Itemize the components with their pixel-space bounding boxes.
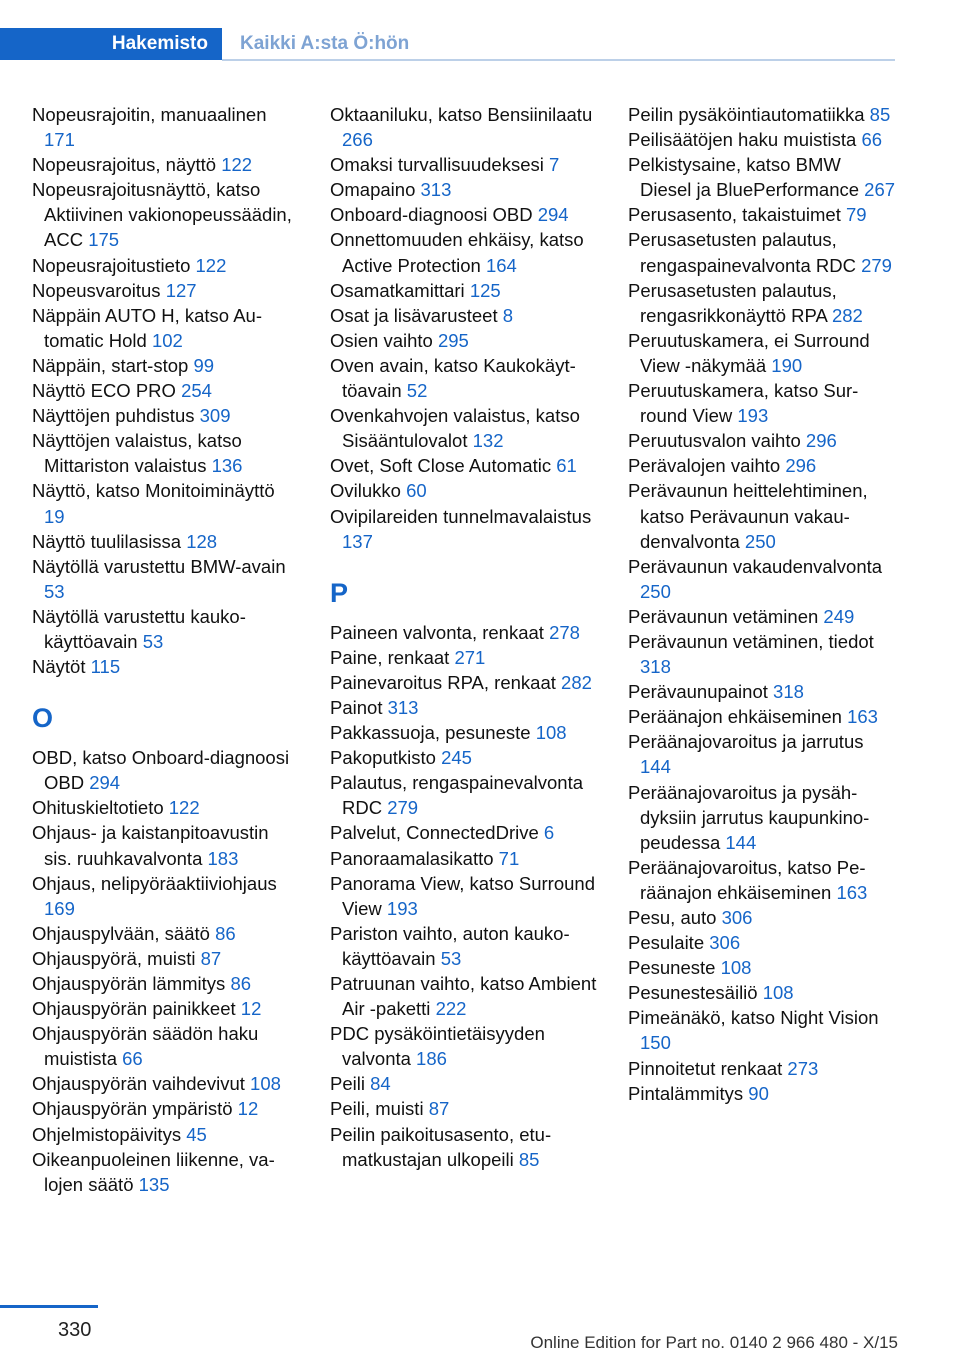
entry-text: OBD, katso Onboard-diagnoosi OBD bbox=[32, 747, 290, 794]
page-link[interactable]: 254 bbox=[181, 380, 212, 402]
page-link[interactable]: 279 bbox=[861, 254, 892, 276]
index-column-2 bbox=[330, 102, 598, 1172]
page-link[interactable]: 282 bbox=[561, 671, 592, 693]
entry-text: Näppäin, start-stop bbox=[32, 354, 189, 376]
page-link[interactable]: 85 bbox=[518, 1148, 540, 1170]
entry-text: Pelkistysaine, katso BMW Diesel ja BluePerformance bbox=[628, 154, 860, 201]
entry-text: Ovet, Soft Close Automatic bbox=[330, 455, 552, 477]
page-link[interactable]: 66 bbox=[122, 1048, 143, 1070]
index-entry bbox=[628, 202, 896, 227]
page-link[interactable]: 122 bbox=[168, 797, 200, 819]
page-link[interactable]: 279 bbox=[387, 797, 419, 819]
entry-text: Oven avain, katso Kaukokäyttöavain bbox=[330, 354, 576, 402]
entry-text: Perävaunupainot bbox=[628, 681, 768, 703]
entry-text: Onboard-diagnoosi OBD bbox=[330, 204, 533, 226]
entry-text: Näyttö ECO PRO bbox=[32, 380, 176, 402]
page-link[interactable]: 313 bbox=[420, 179, 452, 201]
index-entry bbox=[32, 946, 300, 971]
entry-text: Pinnoitetut renkaat bbox=[628, 1057, 783, 1079]
entry-text: Pesuneste bbox=[628, 957, 716, 979]
entry-text: Ohjauspyörän ympäristö bbox=[32, 1098, 233, 1120]
page-link[interactable]: 278 bbox=[549, 621, 580, 643]
page-link[interactable]: 282 bbox=[831, 304, 863, 326]
entry-text: Onnettomuuden ehkäisy, katso Active Protection bbox=[330, 229, 584, 276]
index-entry bbox=[32, 996, 300, 1021]
index-entry bbox=[628, 1005, 896, 1055]
index-entry bbox=[330, 1096, 598, 1121]
index-entry bbox=[330, 620, 598, 645]
page-link[interactable]: 183 bbox=[207, 847, 239, 869]
entry-text: Pesu, auto bbox=[628, 907, 717, 928]
entry-text: Pimeänäkö, katso Night Vision bbox=[628, 1007, 879, 1029]
index-entry bbox=[32, 921, 300, 946]
entry-text: Nopeusrajoitusnäyttö, katso Aktiivinen vakionopeussäädin, ACC bbox=[32, 179, 292, 251]
entry-text: Ohituskieltotieto bbox=[32, 797, 164, 819]
page-link[interactable]: 309 bbox=[199, 405, 231, 427]
index-entry bbox=[330, 745, 598, 770]
page-link[interactable]: 61 bbox=[556, 455, 577, 477]
page-link[interactable]: 53 bbox=[44, 580, 65, 602]
entry-text: Perävaunun heittelehtiminen, katso Perävaunun vakaudenvalvonta bbox=[628, 480, 868, 552]
entry-text: Oktaaniluku, katso Bensiinilaatu bbox=[330, 104, 593, 125]
page-link[interactable]: 318 bbox=[773, 681, 804, 703]
entry-text: Ohjauspylvään, säätö bbox=[32, 922, 210, 944]
index-entry bbox=[330, 177, 598, 202]
index-entry bbox=[330, 504, 598, 554]
index-entry bbox=[32, 278, 300, 303]
entry-text: Panorama View, katso Surround View bbox=[330, 872, 595, 919]
entry-text: Perusasetusten palautus, rengasrikkonäyttö RPA bbox=[628, 279, 837, 326]
page-link[interactable]: 115 bbox=[90, 656, 121, 678]
entry-text: Osat ja lisävarusteet bbox=[330, 304, 498, 326]
page-link[interactable]: 222 bbox=[435, 998, 467, 1020]
entry-text: Pariston vaihto, auton kaukokäyttöavain bbox=[330, 922, 570, 969]
index-entry bbox=[32, 745, 300, 795]
edition-note: Online Edition for Part no. 0140 2 966 480 - X/15 bbox=[530, 1333, 898, 1352]
page-link[interactable]: 6 bbox=[543, 822, 555, 844]
index-entry bbox=[628, 127, 896, 152]
index-entry bbox=[628, 855, 896, 905]
entry-text: Peili bbox=[330, 1073, 365, 1095]
index-entry bbox=[330, 871, 598, 921]
index-entry bbox=[330, 770, 598, 820]
section-letter: O bbox=[32, 703, 54, 734]
entry-text: Ohjauspyörän vaihdevivut bbox=[32, 1073, 245, 1095]
page-link[interactable]: 8 bbox=[502, 304, 514, 326]
entry-text: Ovenkahvojen valaistus, katso Sisääntulovalot bbox=[330, 405, 580, 452]
entry-text: Ohjauspyörä, muisti bbox=[32, 947, 196, 969]
entry-text: Paine, renkaat bbox=[330, 646, 450, 668]
page-link[interactable]: 7 bbox=[549, 154, 560, 176]
index-entry bbox=[330, 202, 598, 227]
entry-text: PDC pysäköintietäisyyden valvonta bbox=[330, 1023, 545, 1070]
index-entry bbox=[32, 871, 300, 921]
index-entry bbox=[628, 227, 896, 277]
index-entry bbox=[32, 654, 300, 679]
index-entry bbox=[330, 152, 598, 177]
index-entry bbox=[32, 378, 300, 403]
index-entry bbox=[330, 971, 598, 1021]
page-link[interactable]: 122 bbox=[221, 154, 253, 176]
page-link[interactable]: 108 bbox=[762, 982, 794, 1004]
entry-text: Peilisäätöjen haku muistista bbox=[628, 129, 857, 151]
entry-text: Ohjauspyörän painikkeet bbox=[32, 998, 236, 1020]
page-link[interactable]: 87 bbox=[200, 947, 222, 969]
entry-text: Pakkassuoja, pesuneste bbox=[330, 722, 531, 744]
page-link[interactable]: 79 bbox=[846, 204, 867, 226]
entry-text: Osamatkamittari bbox=[330, 279, 465, 301]
index-entry bbox=[628, 704, 896, 729]
tab-index[interactable]: Hakemisto bbox=[0, 28, 222, 60]
page-link[interactable]: 266 bbox=[342, 129, 373, 151]
entry-text: Nopeusrajoitustieto bbox=[32, 254, 191, 276]
index-entry bbox=[32, 1147, 300, 1197]
index-entry bbox=[330, 353, 598, 403]
entry-text: Pesunestesäiliö bbox=[628, 982, 758, 1004]
page-number: 330 bbox=[58, 1319, 92, 1341]
entry-text: Peruutusvalon vaihto bbox=[628, 430, 801, 452]
index-entry bbox=[330, 102, 598, 152]
entry-text: Näytöllä varustettu BMW-avain bbox=[32, 555, 286, 577]
entry-text: Nopeusvaroitus bbox=[32, 279, 161, 301]
entry-text: Perävaunun vetäminen, tiedot bbox=[628, 630, 874, 652]
entry-text: Perusasetusten palautus, rengaspainevalvonta RDC bbox=[628, 229, 856, 276]
tab-bar bbox=[0, 28, 895, 62]
page-link[interactable]: 144 bbox=[725, 831, 757, 853]
index-entry bbox=[628, 428, 896, 453]
entry-text: Ohjelmistopäivitys bbox=[32, 1123, 182, 1145]
index-entry bbox=[32, 102, 300, 152]
page-link[interactable]: 132 bbox=[472, 430, 504, 452]
page-link[interactable]: 250 bbox=[640, 580, 671, 602]
tab-a-to-z[interactable]: Kaikki A:sta Ö:hön bbox=[240, 33, 410, 54]
entry-text: Palvelut, ConnectedDrive bbox=[330, 822, 539, 844]
page-link[interactable]: 190 bbox=[771, 354, 803, 376]
page-link[interactable]: 294 bbox=[537, 204, 569, 226]
index-column-3 bbox=[628, 102, 896, 1106]
index-entry bbox=[330, 695, 598, 720]
index-entry bbox=[330, 453, 598, 478]
index-entry bbox=[628, 278, 896, 328]
index-entry bbox=[628, 780, 896, 855]
entry-text: Osien vaihto bbox=[330, 329, 433, 351]
page-link[interactable]: 19 bbox=[44, 505, 65, 527]
entry-text: Paineen valvonta, renkaat bbox=[330, 621, 544, 643]
index-entry bbox=[32, 152, 300, 177]
page-link[interactable]: 86 bbox=[230, 973, 252, 994]
index-entry bbox=[330, 303, 598, 328]
entry-text: Panoraamalasikatto bbox=[330, 847, 494, 869]
entry-text: Peilin pysäköintiautomatiikka bbox=[628, 104, 865, 125]
entry-text: Omapaino bbox=[330, 179, 416, 201]
entry-text: Näyttö tuulilasissa bbox=[32, 530, 182, 552]
index-entry bbox=[32, 529, 300, 554]
entry-text: Ohjaus- ja kaistanpitoavustin sis. ruuhkavalvonta bbox=[32, 822, 269, 869]
entry-text: Peräänajon ehkäiseminen bbox=[628, 706, 842, 728]
section-letter: P bbox=[330, 577, 349, 608]
index-entry bbox=[32, 403, 300, 428]
index-entry bbox=[32, 1021, 300, 1071]
index-entry bbox=[628, 729, 896, 779]
index-entry bbox=[330, 645, 598, 670]
index-entry bbox=[32, 554, 300, 604]
entry-text: Näyttö, katso Monitoiminäyttö bbox=[32, 480, 275, 502]
page-link[interactable]: 306 bbox=[721, 907, 753, 928]
entry-text: Painevaroitus RPA, renkaat bbox=[330, 671, 556, 693]
index-entry bbox=[32, 604, 300, 654]
page-link[interactable]: 306 bbox=[709, 932, 741, 954]
page-link[interactable]: 84 bbox=[370, 1073, 391, 1095]
entry-text: Nopeusrajoitus, näyttö bbox=[32, 154, 217, 176]
page-link[interactable]: 86 bbox=[215, 922, 236, 944]
page-link[interactable]: 193 bbox=[737, 405, 769, 427]
page-link[interactable]: 193 bbox=[386, 897, 418, 919]
index-entry bbox=[330, 328, 598, 353]
tab-underline bbox=[222, 59, 895, 61]
index-entry bbox=[628, 679, 896, 704]
index-entry bbox=[628, 1056, 896, 1081]
page-link[interactable]: 267 bbox=[864, 179, 896, 201]
page-link[interactable]: 164 bbox=[485, 254, 517, 276]
index-entry bbox=[32, 1122, 300, 1147]
index-entry bbox=[330, 1071, 598, 1096]
index-entry bbox=[628, 554, 896, 604]
index-entry bbox=[330, 820, 598, 845]
entry-text: Peruutuskamera, katso Surround View bbox=[628, 380, 859, 427]
entry-text: Nopeusrajoitin, manuaalinen bbox=[32, 104, 267, 125]
entry-text: Omaksi turvallisuudeksesi bbox=[330, 154, 544, 176]
footer-rule bbox=[0, 1305, 98, 1308]
index-entry bbox=[32, 820, 300, 870]
index-entry bbox=[628, 328, 896, 378]
page-link[interactable]: 273 bbox=[787, 1057, 819, 1079]
page-link[interactable]: 136 bbox=[211, 455, 243, 477]
page-link[interactable]: 186 bbox=[416, 1048, 447, 1070]
entry-text: Näytöllä varustettu kaukokäyttöavain bbox=[32, 605, 246, 652]
entry-text: Peili, muisti bbox=[330, 1098, 424, 1120]
index-entry bbox=[628, 378, 896, 428]
index-column-1 bbox=[32, 102, 300, 1197]
page-link[interactable]: 90 bbox=[748, 1082, 769, 1104]
page-link[interactable]: 144 bbox=[640, 756, 671, 778]
index-entry bbox=[32, 1071, 300, 1096]
index-entry bbox=[628, 478, 896, 553]
page-link[interactable]: 108 bbox=[720, 957, 752, 979]
index-entry bbox=[628, 930, 896, 955]
index-entry bbox=[628, 453, 896, 478]
entry-text: Peräänajovaroitus ja pysähdyksiin jarrutus kaupunkinopeudessa bbox=[628, 781, 870, 853]
page-link[interactable]: 108 bbox=[535, 722, 567, 744]
entry-text: Ohjauspyörän säädön haku muistista bbox=[32, 1023, 259, 1070]
index-entry bbox=[32, 353, 300, 378]
entry-text: Ovilukko bbox=[330, 480, 401, 502]
page-link[interactable]: 12 bbox=[237, 1098, 259, 1120]
page-link[interactable]: 53 bbox=[142, 630, 164, 652]
entry-text: Ovipilareiden tunnelmavalaistus bbox=[330, 505, 592, 527]
index-entry bbox=[628, 1081, 896, 1106]
page-link[interactable]: 125 bbox=[469, 279, 501, 301]
index-entry bbox=[330, 478, 598, 503]
entry-text: Perävaunun vakaudenvalvonta bbox=[628, 555, 883, 577]
entry-text: Oikeanpuoleinen liikenne, valojen säätö bbox=[32, 1148, 275, 1195]
entry-text: Painot bbox=[330, 696, 383, 718]
entry-text: Perävalojen vaihto bbox=[628, 455, 781, 477]
index-entry bbox=[330, 720, 598, 745]
page-link[interactable]: 53 bbox=[440, 947, 462, 969]
page-link[interactable]: 135 bbox=[138, 1173, 170, 1195]
page-link[interactable]: 122 bbox=[195, 254, 227, 276]
entry-text: Ohjaus, nelipyöräaktiiviohjaus bbox=[32, 872, 277, 894]
page-link[interactable]: 128 bbox=[186, 530, 218, 552]
entry-text: Näyttöjen puhdistus bbox=[32, 405, 195, 427]
page-link[interactable]: 163 bbox=[836, 881, 868, 903]
index-entry bbox=[32, 971, 300, 996]
page-link[interactable]: 85 bbox=[869, 104, 891, 125]
page-link[interactable]: 318 bbox=[640, 656, 671, 678]
index-entry bbox=[330, 921, 598, 971]
page-link[interactable]: 271 bbox=[454, 646, 486, 668]
index-entry bbox=[330, 1021, 598, 1071]
page-link[interactable]: 296 bbox=[805, 430, 837, 452]
index-entry bbox=[628, 980, 896, 1005]
index-entry bbox=[32, 478, 300, 528]
page-link[interactable]: 127 bbox=[165, 279, 197, 301]
page-link[interactable]: 71 bbox=[498, 847, 520, 869]
page-link[interactable]: 87 bbox=[428, 1098, 450, 1120]
page-link[interactable]: 294 bbox=[89, 772, 121, 794]
page-link[interactable]: 45 bbox=[186, 1123, 207, 1145]
entry-text: Palautus, rengaspainevalvonta RDC bbox=[330, 772, 584, 819]
entry-text: Peilin paikoitusasento, etumatkustajan ulkopeili bbox=[330, 1123, 552, 1170]
index-entry bbox=[32, 795, 300, 820]
index-entry bbox=[330, 278, 598, 303]
page-link[interactable]: 60 bbox=[406, 480, 427, 502]
page-link[interactable]: 250 bbox=[744, 530, 776, 552]
page-link[interactable]: 169 bbox=[44, 897, 75, 919]
page-link[interactable]: 296 bbox=[785, 455, 817, 477]
page-link[interactable]: 249 bbox=[823, 605, 855, 627]
page-link[interactable]: 295 bbox=[437, 329, 469, 351]
index-entry bbox=[32, 428, 300, 478]
page-link[interactable]: 66 bbox=[861, 129, 883, 151]
entry-text: Peräänajovaroitus, katso Peräänajon ehkäiseminen bbox=[628, 856, 866, 903]
entry-text: Patruunan vaihto, katso Ambient Air -paketti bbox=[330, 973, 597, 1020]
page-link[interactable]: 313 bbox=[387, 696, 419, 718]
entry-text: Näyttöjen valaistus, katso Mittariston valaistus bbox=[32, 430, 242, 477]
index-entry bbox=[628, 905, 896, 930]
index-entry bbox=[330, 1122, 598, 1172]
page-link[interactable]: 108 bbox=[250, 1073, 281, 1095]
entry-text: Pakoputkisto bbox=[330, 747, 436, 769]
index-entry bbox=[330, 227, 598, 277]
page-link[interactable]: 245 bbox=[441, 747, 472, 769]
index-entry bbox=[330, 670, 598, 695]
page-link[interactable]: 99 bbox=[193, 354, 215, 376]
page-link[interactable]: 163 bbox=[847, 706, 878, 728]
entry-text: Perävaunun vetäminen bbox=[628, 605, 819, 627]
index-entry bbox=[330, 403, 598, 453]
entry-text: Perusasento, takaistuimet bbox=[628, 204, 841, 226]
entry-text: Ohjauspyörän lämmitys bbox=[32, 973, 226, 994]
index-entry bbox=[32, 253, 300, 278]
index-entry bbox=[32, 177, 300, 252]
entry-text: Peräänajovaroitus ja jarrutus bbox=[628, 731, 864, 753]
index-entry bbox=[628, 629, 896, 679]
index-entry bbox=[628, 955, 896, 980]
index-entry bbox=[628, 152, 896, 202]
page-link[interactable]: 52 bbox=[406, 380, 428, 402]
index-entry bbox=[32, 303, 300, 353]
entry-text: Näppäin AUTO H, katso Automatic Hold bbox=[32, 304, 263, 351]
page-link[interactable]: 137 bbox=[342, 530, 373, 552]
page-link[interactable]: 12 bbox=[240, 998, 262, 1020]
index-entry bbox=[628, 604, 896, 629]
index-entry bbox=[32, 1096, 300, 1121]
page-link[interactable]: 171 bbox=[44, 129, 75, 151]
page-link[interactable]: 175 bbox=[88, 229, 120, 251]
page-link[interactable]: 102 bbox=[151, 329, 183, 351]
entry-text: Pintalämmitys bbox=[628, 1082, 744, 1104]
entry-text: Pesulaite bbox=[628, 932, 705, 954]
page-link[interactable]: 150 bbox=[640, 1032, 671, 1054]
index-entry bbox=[628, 102, 896, 127]
index-entry bbox=[330, 846, 598, 871]
entry-text: Näytöt bbox=[32, 656, 86, 678]
entry-text: Peruutuskamera, ei Surround View -näkymää bbox=[628, 329, 870, 376]
